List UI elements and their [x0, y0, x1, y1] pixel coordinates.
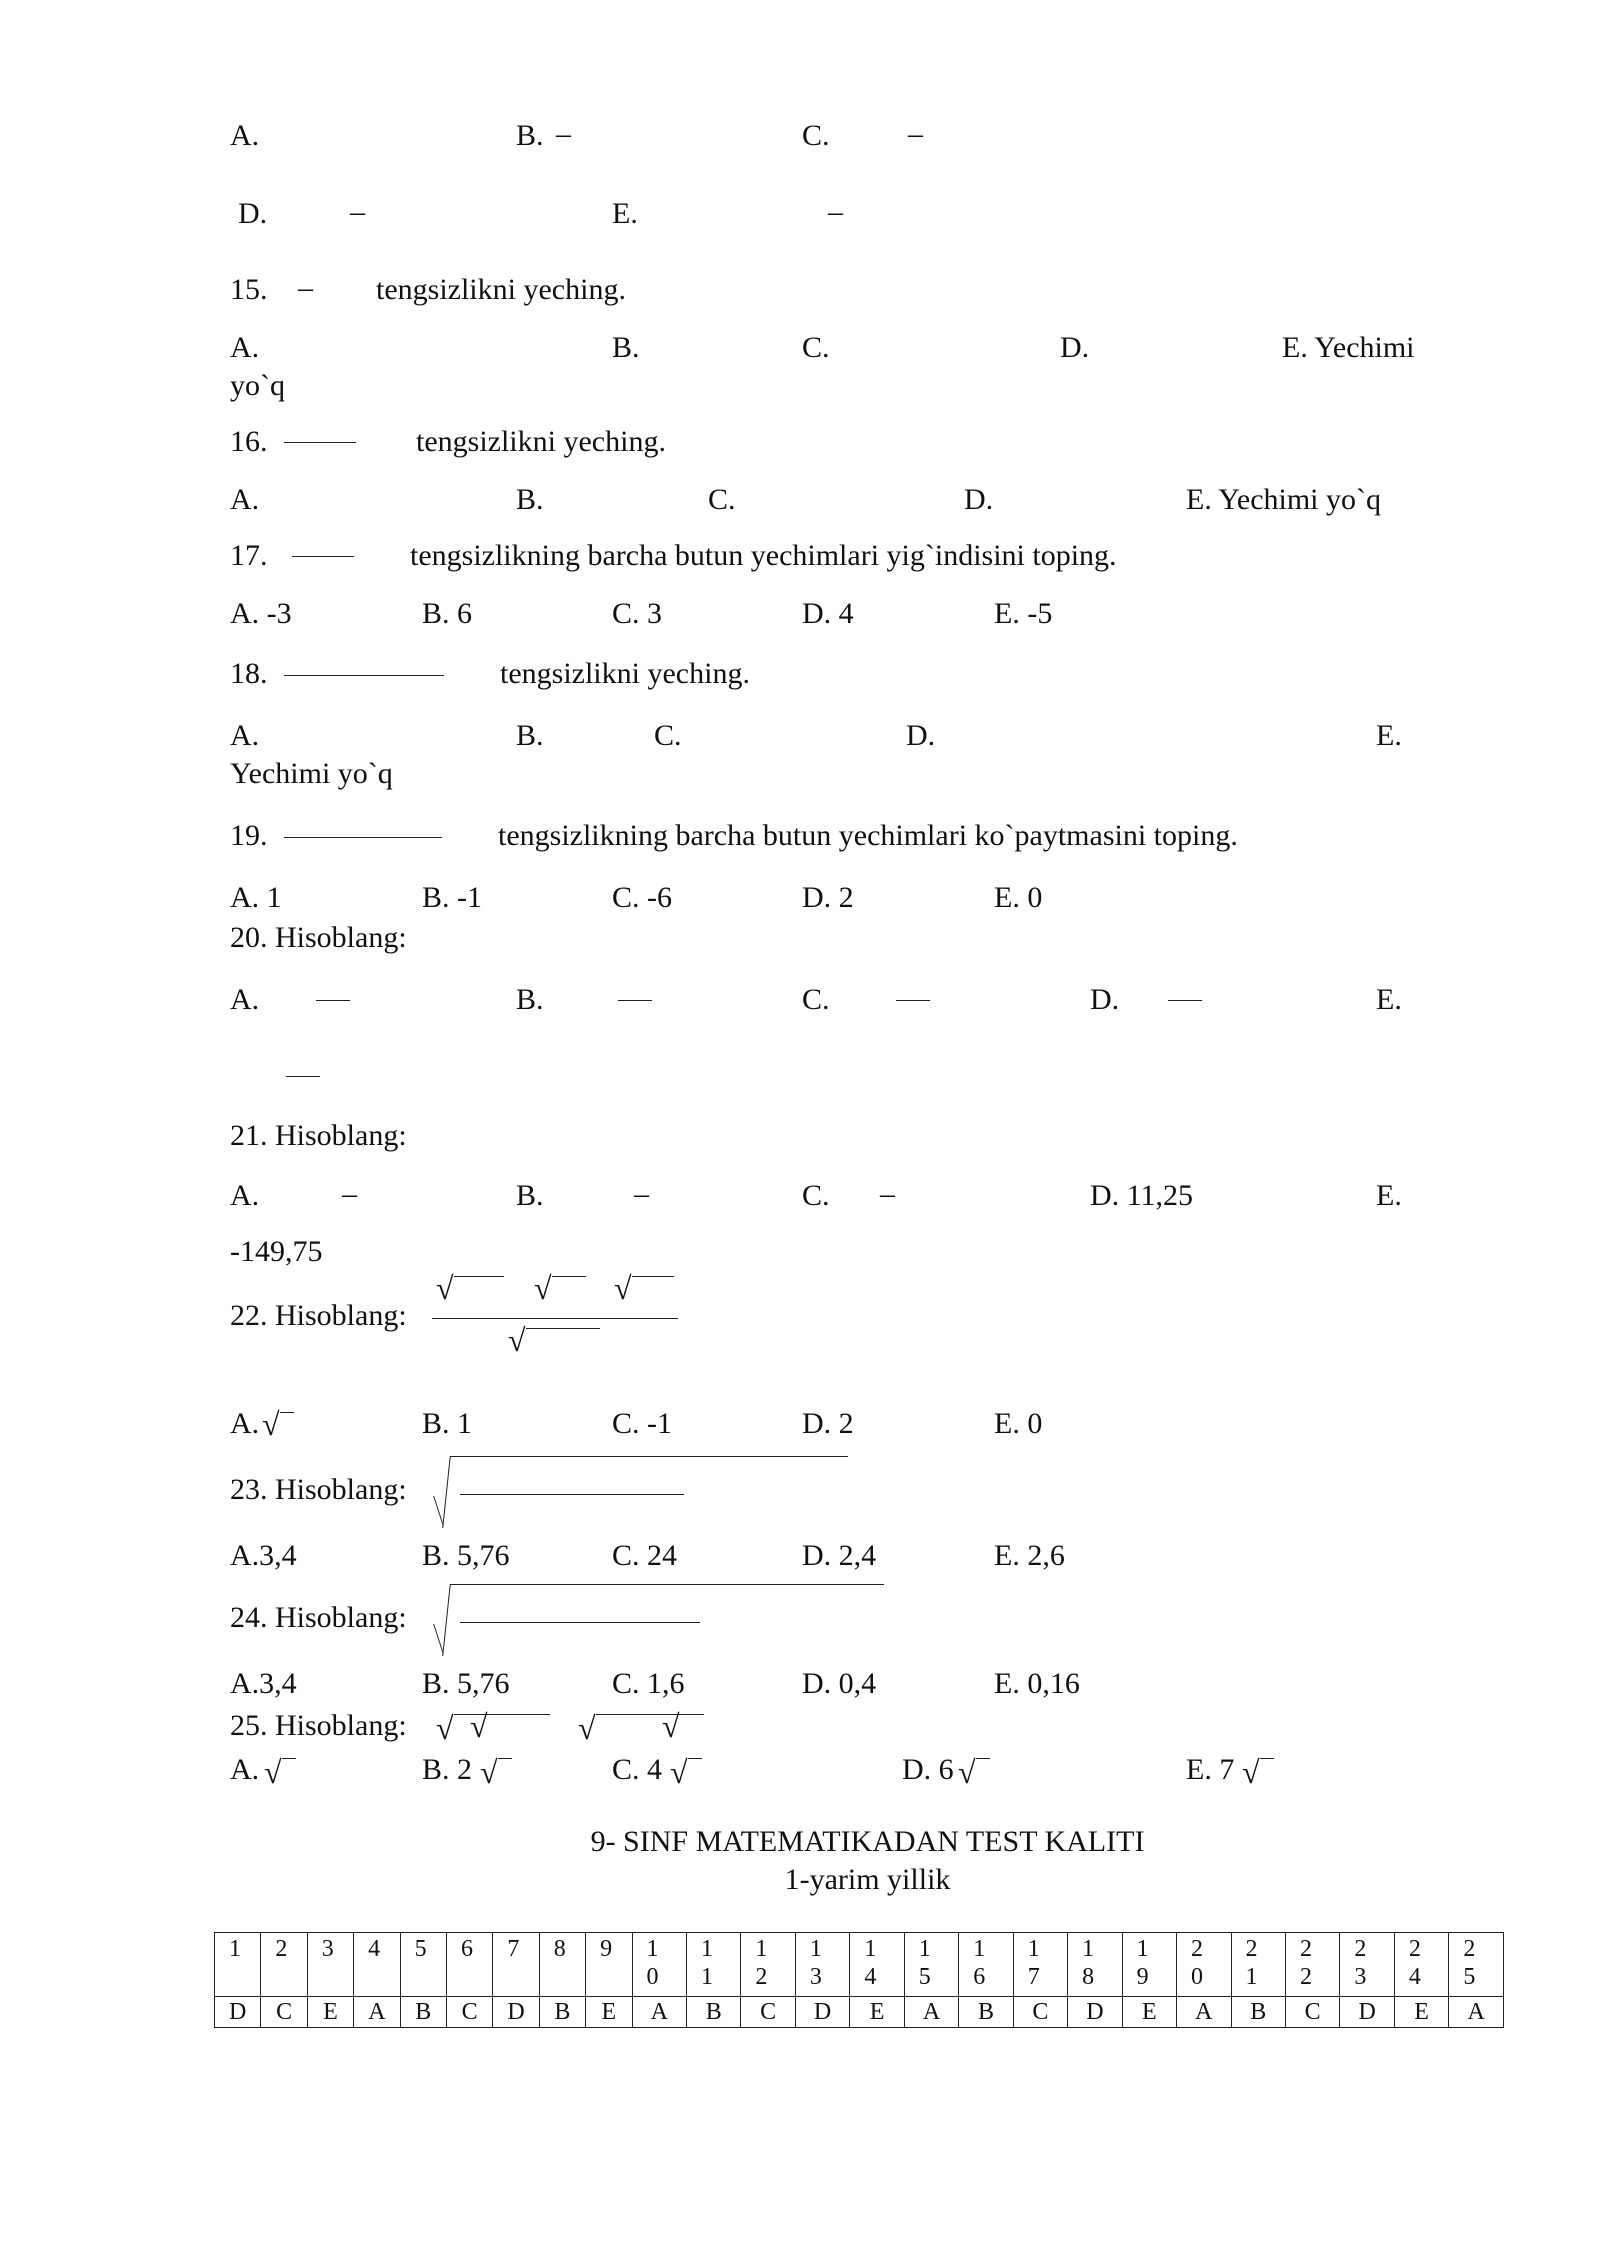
- option-d: D. 2: [802, 881, 854, 914]
- radical-sign: √: [614, 1270, 632, 1306]
- option-d: D. 6: [902, 1753, 954, 1786]
- answer-cell: B: [539, 1997, 585, 2028]
- answer-cell: C: [446, 1997, 492, 2028]
- option-d: D. 4: [802, 597, 854, 630]
- option-d: D.: [906, 719, 936, 752]
- radical-sign: √: [534, 1270, 552, 1306]
- fraction-bar: [284, 675, 444, 676]
- option-e: E. Yechimi yo`q: [1186, 483, 1381, 516]
- option-b: B. 5,76: [422, 1667, 510, 1700]
- question-number-cell: 7: [493, 1933, 539, 1997]
- option-a: A.: [230, 983, 260, 1016]
- option-c: C. 1,6: [612, 1667, 685, 1700]
- question-text: tengsizlikning barcha butun yechimlari ko`paytmasini toping.: [498, 819, 1238, 852]
- option-e: E. 2,6: [994, 1539, 1065, 1572]
- question-number-cell: 4: [354, 1933, 400, 1997]
- radical-sign: √: [958, 1754, 976, 1790]
- minus-sign: –: [828, 195, 843, 228]
- radical-sign: √: [264, 1754, 282, 1790]
- radical-bar: [976, 1758, 990, 1759]
- option-e: E.: [1376, 983, 1402, 1016]
- option-e-continued: yo`q: [230, 369, 285, 402]
- answer-cell: A: [354, 1997, 400, 2028]
- option-e: E. 0: [994, 1407, 1043, 1440]
- option-e: E. 0: [994, 881, 1043, 914]
- minus-sign: –: [342, 1177, 357, 1210]
- radical-sign: √: [436, 1270, 454, 1306]
- radical-sign: √: [1242, 1754, 1260, 1790]
- option-c: C. 3: [612, 597, 663, 630]
- option-c: C.: [654, 719, 682, 752]
- option-b: B. 2: [422, 1753, 473, 1786]
- answer-cell: B: [686, 1997, 740, 2028]
- answer-cell: D: [493, 1997, 539, 2028]
- question-number-cell: 1 1: [686, 1933, 740, 1997]
- radical-sign: √: [262, 1406, 280, 1442]
- question-number-cell: 1 8: [1068, 1933, 1122, 1997]
- option-b: B.: [612, 331, 640, 364]
- option-a: A.: [230, 719, 260, 752]
- minus-sign: –: [350, 195, 365, 228]
- question-title: 23. Hisoblang:: [230, 1473, 407, 1506]
- option-b: B. 5,76: [422, 1539, 510, 1572]
- question-number-cell: 3: [307, 1933, 353, 1997]
- question-number-cell: 1 7: [1013, 1933, 1067, 1997]
- option-a: A.: [230, 331, 260, 364]
- option-c: C. -6: [612, 881, 672, 914]
- answer-cell: C: [741, 1997, 795, 2028]
- answer-key-title: 9- SINF MATEMATIKADAN TEST KALITI: [590, 1825, 1145, 1858]
- question-title: 21. Hisoblang:: [230, 1119, 407, 1152]
- answer-cell: B: [959, 1997, 1013, 2028]
- question-text: tengsizlikni yeching.: [500, 657, 750, 690]
- answer-cell: D: [1340, 1997, 1394, 2028]
- radical-stroke: [433, 1496, 444, 1526]
- option-d: D.: [238, 197, 268, 230]
- question-number-cell: 8: [539, 1933, 585, 1997]
- option-a: A.: [230, 1179, 260, 1212]
- question-number: 17.: [230, 539, 268, 572]
- question-number: 19.: [230, 819, 268, 852]
- option-c: C. 4: [612, 1753, 663, 1786]
- option-c: C.: [802, 1179, 830, 1212]
- radical-bar: [282, 1758, 296, 1759]
- answer-cell: D: [215, 1997, 261, 2028]
- option-e-continued: -149,75: [230, 1235, 323, 1268]
- option-e: E. 7: [1186, 1753, 1235, 1786]
- question-number: 16.: [230, 425, 268, 458]
- option-a: A.: [230, 1407, 260, 1440]
- radical-sign: √: [470, 1708, 488, 1744]
- answer-cell: B: [1231, 1997, 1285, 2028]
- fraction-bar: [1168, 1000, 1202, 1001]
- radical-sign: √: [662, 1708, 680, 1744]
- option-a: A.3,4: [230, 1667, 297, 1700]
- option-a: A. 1: [230, 881, 282, 914]
- question-number-cell: 1 5: [904, 1933, 958, 1997]
- answer-cell: D: [1068, 1997, 1122, 2028]
- option-a: A.: [230, 1753, 260, 1786]
- question-number: 15.: [230, 273, 268, 306]
- option-e: E. 0,16: [994, 1667, 1080, 1700]
- question-number-cell: 2 2: [1285, 1933, 1339, 1997]
- option-b: B. 1: [422, 1407, 473, 1440]
- radical-bar: [498, 1758, 512, 1759]
- option-b: B. -1: [422, 881, 482, 914]
- question-number-cell: 2: [261, 1933, 307, 1997]
- question-number-cell: 2 3: [1340, 1933, 1394, 1997]
- question-number-cell: 2 1: [1231, 1933, 1285, 1997]
- fraction-bar: [286, 1076, 320, 1077]
- option-d: D. 11,25: [1090, 1179, 1194, 1212]
- question-number: 18.: [230, 657, 268, 690]
- fraction-bar: [460, 1622, 700, 1623]
- answer-cell: A: [904, 1997, 958, 2028]
- radical-bar: [450, 1456, 848, 1457]
- minus-sign: –: [634, 1177, 649, 1210]
- question-text: tengsizlikni yeching.: [376, 273, 626, 306]
- option-b: B.: [516, 119, 544, 152]
- option-b: B.: [516, 483, 544, 516]
- radical-stroke: [442, 1584, 451, 1656]
- question-number-cell: 2 5: [1449, 1933, 1504, 1997]
- option-c: C. -1: [612, 1407, 672, 1440]
- answer-cell: E: [1122, 1997, 1176, 2028]
- question-title: 24. Hisoblang:: [230, 1601, 407, 1634]
- option-a: A.: [230, 483, 260, 516]
- question-number-cell: 1 4: [850, 1933, 904, 1997]
- option-d: D. 0,4: [802, 1667, 877, 1700]
- question-title: 22. Hisoblang:: [230, 1299, 407, 1332]
- question-number-cell: 2 0: [1177, 1933, 1231, 1997]
- minus-sign: –: [556, 117, 571, 150]
- option-b: B. 6: [422, 597, 473, 630]
- question-number-cell: 1 6: [959, 1933, 1013, 1997]
- question-text: tengsizlikning barcha butun yechimlari yig`indisini toping.: [410, 539, 1117, 572]
- option-e: E.: [1376, 719, 1402, 752]
- radical-sign: √: [480, 1754, 498, 1790]
- option-c: C. 24: [612, 1539, 678, 1572]
- fraction-bar: [316, 1000, 350, 1001]
- radical-sign: √: [670, 1754, 688, 1790]
- radical-sign: √: [436, 1710, 454, 1746]
- answer-cell: E: [307, 1997, 353, 2028]
- fraction-bar: [618, 1000, 652, 1001]
- fraction-bar: [460, 1494, 684, 1495]
- answer-key-table: [214, 1932, 1504, 2028]
- answer-cell: A: [1449, 1997, 1504, 2028]
- radical-bar: [450, 1584, 884, 1585]
- answer-cell: E: [586, 1997, 632, 2028]
- answer-cell: E: [1394, 1997, 1448, 2028]
- question-number-cell: 6: [446, 1933, 492, 1997]
- question-number-cell: 1: [215, 1933, 261, 1997]
- answer-cell: C: [1285, 1997, 1339, 2028]
- radical-bar: [632, 1276, 674, 1277]
- question-number-cell: 5: [400, 1933, 446, 1997]
- option-d: D. 2,4: [802, 1539, 877, 1572]
- option-a: A.: [230, 119, 260, 152]
- option-c: C.: [802, 983, 830, 1016]
- answer-cell: A: [632, 1997, 686, 2028]
- option-e: E. Yechimi: [1282, 331, 1415, 364]
- fraction-bar: [284, 442, 356, 443]
- option-e: E. -5: [994, 597, 1053, 630]
- option-e: E.: [612, 197, 638, 230]
- fraction-bar: [896, 1000, 930, 1001]
- question-number-cell: 1 3: [795, 1933, 849, 1997]
- minus-sign: –: [908, 117, 923, 150]
- answer-cell: A: [1177, 1997, 1231, 2028]
- option-c: C.: [802, 119, 830, 152]
- radical-bar: [552, 1276, 586, 1277]
- answer-row: [215, 1997, 1504, 2028]
- radical-bar: [688, 1758, 702, 1759]
- answer-cell: C: [1013, 1997, 1067, 2028]
- answer-key-subtitle: 1-yarim yillik: [784, 1863, 951, 1896]
- option-a: A. -3: [230, 597, 292, 630]
- option-b: B.: [516, 983, 544, 1016]
- answer-cell: B: [400, 1997, 446, 2028]
- option-c: C.: [708, 483, 736, 516]
- answer-cell: E: [850, 1997, 904, 2028]
- option-a: A.3,4: [230, 1539, 297, 1572]
- question-title: 20. Hisoblang:: [230, 921, 407, 954]
- radical-sign: √: [578, 1710, 596, 1746]
- answer-cell: D: [795, 1997, 849, 2028]
- radical-bar: [680, 1714, 702, 1715]
- minus-sign: –: [298, 271, 313, 304]
- question-number-cell: 1 0: [632, 1933, 686, 1997]
- radical-bar: [1260, 1758, 1274, 1759]
- question-title: 25. Hisoblang:: [230, 1709, 407, 1742]
- option-b: B.: [516, 1179, 544, 1212]
- option-e-continued: Yechimi yo`q: [230, 757, 393, 790]
- option-d: D.: [1060, 331, 1090, 364]
- radical-bar: [454, 1276, 504, 1277]
- radical-stroke: [442, 1456, 451, 1528]
- question-number-cell: 2 4: [1394, 1933, 1448, 1997]
- radical-sign: √: [508, 1322, 526, 1358]
- answer-cell: C: [261, 1997, 307, 2028]
- option-e: E.: [1376, 1179, 1402, 1212]
- radical-stroke: [433, 1624, 444, 1654]
- radical-bar: [526, 1328, 600, 1329]
- question-number-cell: 1 9: [1122, 1933, 1176, 1997]
- option-d: D.: [964, 483, 994, 516]
- fraction-bar: [284, 837, 442, 838]
- fraction-bar: [292, 556, 354, 557]
- option-d: D.: [1090, 983, 1120, 1016]
- option-d: D. 2: [802, 1407, 854, 1440]
- option-b: B.: [516, 719, 544, 752]
- minus-sign: –: [880, 1177, 895, 1210]
- radical-bar: [280, 1412, 294, 1413]
- question-number-row: [215, 1933, 1504, 1997]
- fraction-bar: [432, 1318, 678, 1319]
- radical-bar: [488, 1714, 506, 1715]
- question-number-cell: 9: [586, 1933, 632, 1997]
- option-c: C.: [802, 331, 830, 364]
- question-number-cell: 1 2: [741, 1933, 795, 1997]
- question-text: tengsizlikni yeching.: [416, 425, 666, 458]
